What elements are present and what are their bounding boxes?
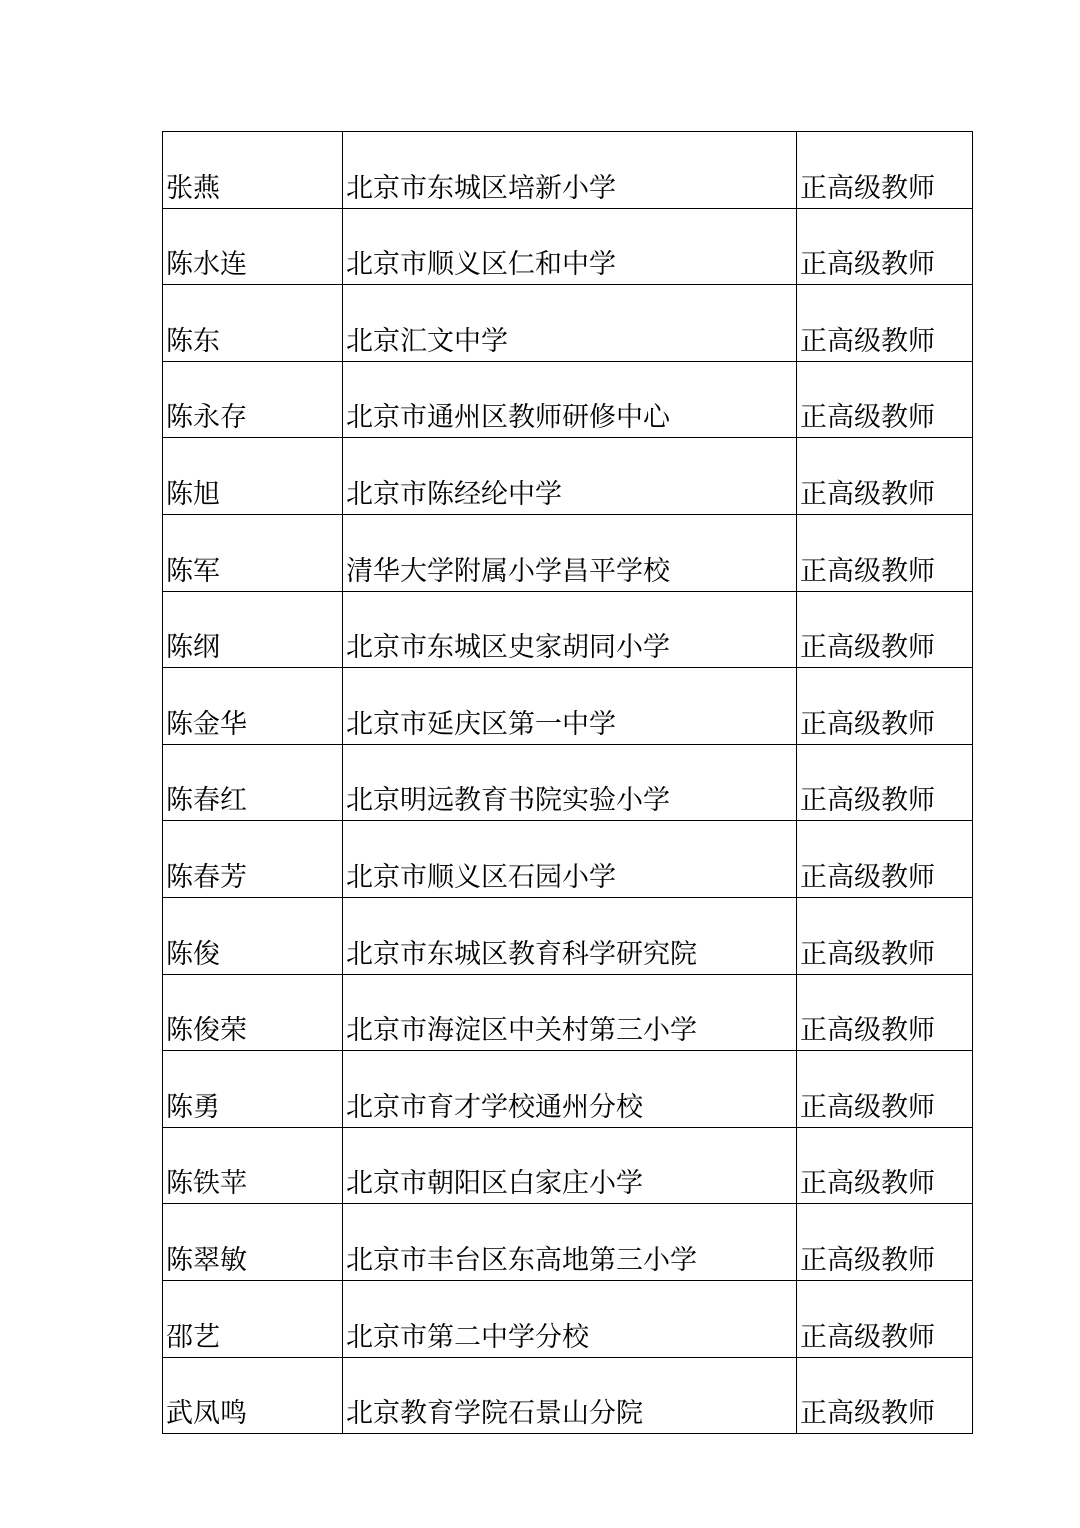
teacher-name-cell: 陈水连 (163, 208, 343, 285)
teacher-name-cell: 陈俊荣 (163, 974, 343, 1051)
table-row (163, 821, 973, 898)
table-row (163, 438, 973, 515)
school-cell: 北京市丰台区东高地第三小学 (343, 1204, 797, 1281)
table-row (163, 1280, 973, 1357)
school-cell: 北京市顺义区仁和中学 (343, 208, 797, 285)
teacher-name-cell: 张燕 (163, 132, 343, 209)
table-row (163, 974, 973, 1051)
teacher-name-cell: 陈东 (163, 285, 343, 362)
teacher-roster-table (162, 131, 973, 1434)
table-row (163, 1357, 973, 1434)
teacher-name-cell: 陈军 (163, 514, 343, 591)
teacher-name-cell: 陈铁苹 (163, 1127, 343, 1204)
school-cell: 清华大学附属小学昌平学校 (343, 514, 797, 591)
school-cell: 北京市东城区教育科学研究院 (343, 897, 797, 974)
roster-body (163, 132, 973, 1434)
school-cell: 北京汇文中学 (343, 285, 797, 362)
table-row (163, 1051, 973, 1128)
school-cell: 北京市通州区教师研修中心 (343, 361, 797, 438)
school-cell: 北京市第二中学分校 (343, 1280, 797, 1357)
table-row (163, 132, 973, 209)
title-cell: 正高级教师 (797, 132, 973, 209)
table-row (163, 1127, 973, 1204)
title-cell: 正高级教师 (797, 821, 973, 898)
table-row (163, 897, 973, 974)
title-cell: 正高级教师 (797, 591, 973, 668)
title-cell: 正高级教师 (797, 744, 973, 821)
school-cell: 北京市育才学校通州分校 (343, 1051, 797, 1128)
teacher-name-cell: 陈翠敏 (163, 1204, 343, 1281)
table-row (163, 591, 973, 668)
title-cell: 正高级教师 (797, 1280, 973, 1357)
school-cell: 北京市陈经纶中学 (343, 438, 797, 515)
title-cell: 正高级教师 (797, 1357, 973, 1434)
school-cell: 北京明远教育书院实验小学 (343, 744, 797, 821)
title-cell: 正高级教师 (797, 897, 973, 974)
school-cell: 北京市顺义区石园小学 (343, 821, 797, 898)
table-row (163, 1204, 973, 1281)
school-cell: 北京市海淀区中关村第三小学 (343, 974, 797, 1051)
teacher-name-cell: 陈纲 (163, 591, 343, 668)
table-row (163, 668, 973, 745)
title-cell: 正高级教师 (797, 974, 973, 1051)
school-cell: 北京教育学院石景山分院 (343, 1357, 797, 1434)
teacher-name-cell: 邵艺 (163, 1280, 343, 1357)
table-row (163, 514, 973, 591)
title-cell: 正高级教师 (797, 1127, 973, 1204)
title-cell: 正高级教师 (797, 514, 973, 591)
table-row (163, 361, 973, 438)
teacher-name-cell: 陈春芳 (163, 821, 343, 898)
title-cell: 正高级教师 (797, 361, 973, 438)
teacher-name-cell: 陈旭 (163, 438, 343, 515)
title-cell: 正高级教师 (797, 285, 973, 362)
teacher-name-cell: 陈俊 (163, 897, 343, 974)
teacher-name-cell: 陈春红 (163, 744, 343, 821)
table-row (163, 744, 973, 821)
teacher-name-cell: 陈永存 (163, 361, 343, 438)
title-cell: 正高级教师 (797, 208, 973, 285)
school-cell: 北京市延庆区第一中学 (343, 668, 797, 745)
table-row (163, 208, 973, 285)
table-row (163, 285, 973, 362)
school-cell: 北京市朝阳区白家庄小学 (343, 1127, 797, 1204)
teacher-name-cell: 武凤鸣 (163, 1357, 343, 1434)
school-cell: 北京市东城区培新小学 (343, 132, 797, 209)
school-cell: 北京市东城区史家胡同小学 (343, 591, 797, 668)
title-cell: 正高级教师 (797, 668, 973, 745)
title-cell: 正高级教师 (797, 1051, 973, 1128)
teacher-name-cell: 陈勇 (163, 1051, 343, 1128)
teacher-name-cell: 陈金华 (163, 668, 343, 745)
title-cell: 正高级教师 (797, 438, 973, 515)
title-cell: 正高级教师 (797, 1204, 973, 1281)
